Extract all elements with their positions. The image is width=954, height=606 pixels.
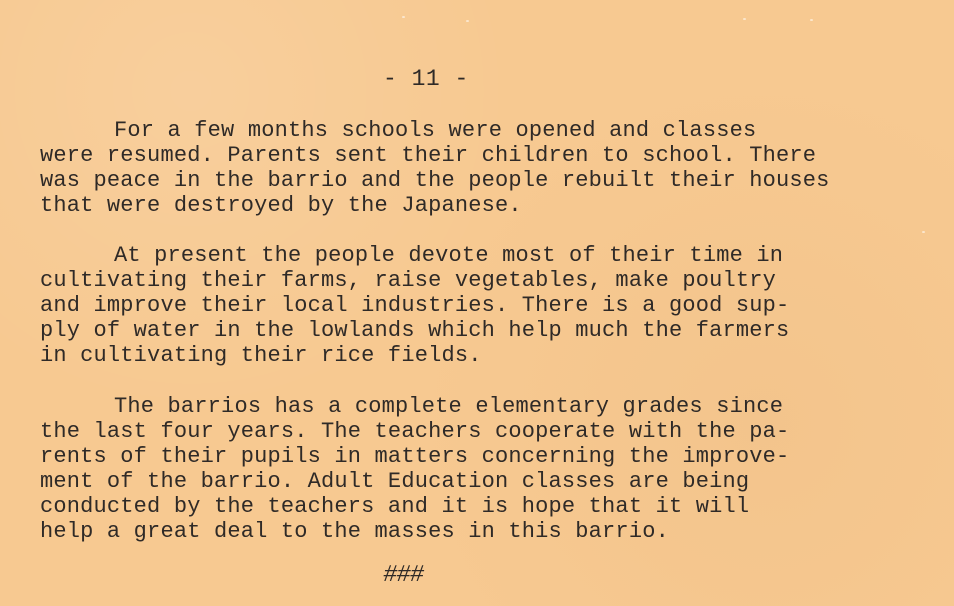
text-line: At present the people devote most of their time in — [114, 243, 784, 268]
paper-speck — [466, 20, 469, 22]
paper-speck — [922, 231, 925, 233]
text-line: rents of their pupils in matters concerning the improve- — [40, 444, 790, 469]
text-line: the last four years. The teachers cooperate with the pa- — [40, 419, 790, 444]
text-line: The barrios has a complete elementary grades since — [114, 394, 784, 419]
text-line: was peace in the barrio and the people rebuilt their houses — [40, 168, 830, 193]
end-mark: ### — [381, 562, 426, 589]
text-line: and improve their local industries. There is a good sup- — [40, 293, 790, 318]
text-line: help a great deal to the masses in this barrio. — [40, 519, 669, 544]
text-line: ment of the barrio. Adult Education classes are being — [40, 469, 750, 494]
paragraph-1 — [40, 118, 940, 218]
paragraph-3 — [40, 394, 940, 544]
text-line: that were destroyed by the Japanese. — [40, 193, 522, 218]
page-number: - 11 - — [383, 66, 469, 92]
text-line: in cultivating their rice fields. — [40, 343, 482, 368]
text-line: For a few months schools were opened and classes — [114, 118, 757, 143]
paper-speck — [402, 16, 405, 18]
text-line: cultivating their farms, raise vegetables, make poultry — [40, 268, 777, 293]
paragraph-2 — [40, 243, 940, 368]
text-line: were resumed. Parents sent their children to school. There — [40, 143, 817, 168]
text-line: ply of water in the lowlands which help much the farmers — [40, 318, 790, 343]
text-line: conducted by the teachers and it is hope that it will — [40, 494, 750, 519]
paper-speck — [810, 19, 813, 21]
paper-speck — [743, 18, 746, 20]
